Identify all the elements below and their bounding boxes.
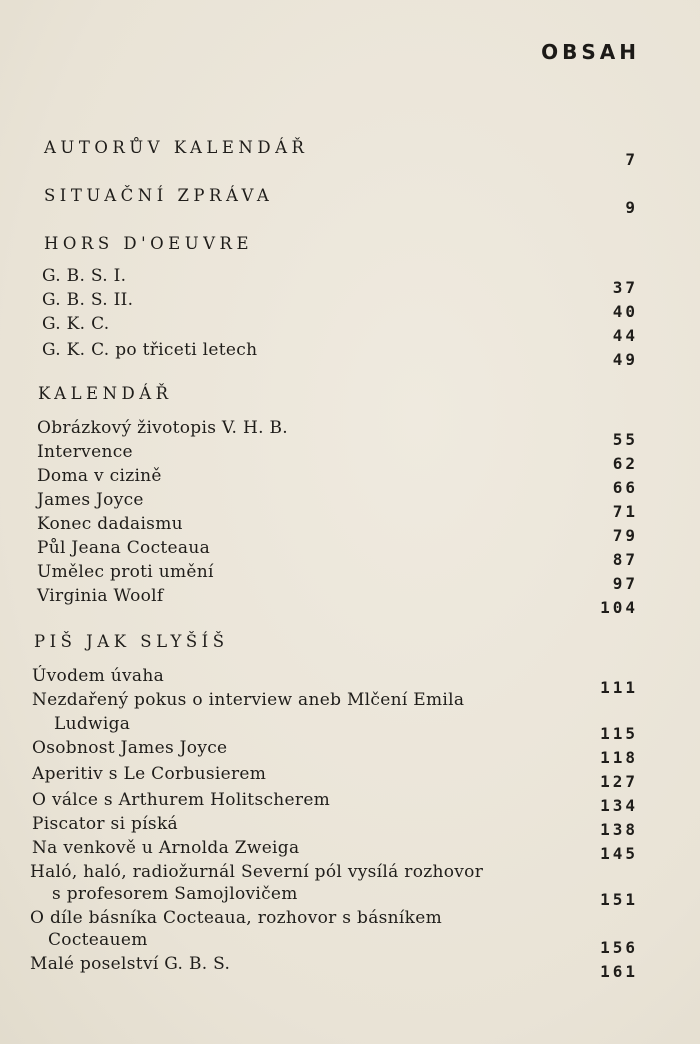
- toc-entry-title: G. B. S. I.: [42, 266, 127, 286]
- toc-entry-title: G. K. C. po třiceti letech: [42, 340, 258, 360]
- toc-entry-title: G. B. S. II.: [42, 290, 134, 310]
- toc-page-number: 9: [625, 198, 638, 217]
- toc-entry-title: Půl Jeana Cocteaua: [37, 538, 211, 558]
- toc-page-number: 134: [600, 796, 638, 815]
- toc-page-number: 55: [612, 430, 638, 449]
- toc-page-number: 7: [625, 150, 638, 169]
- toc-page-number: 49: [612, 350, 638, 369]
- toc-entry-title: Piscator si píská: [32, 814, 178, 834]
- toc-page-number: 115: [600, 724, 638, 743]
- toc-entry-title-continuation: s profesorem Samojlovičem: [52, 884, 298, 904]
- toc-entry-title: Haló, haló, radiožurnál Severní pól vysílá rozhovor: [30, 862, 484, 882]
- toc-page-number: 87: [612, 550, 638, 569]
- toc-entry-title-continuation: Ludwiga: [54, 714, 131, 734]
- toc-entry-title: Malé poselství G. B. S.: [30, 954, 231, 974]
- toc-page-number: 151: [600, 890, 638, 909]
- toc-page-number: 62: [612, 454, 638, 473]
- toc-entry-title: O válce s Arthurem Holitscherem: [32, 790, 331, 810]
- toc-page-number: 37: [612, 278, 638, 297]
- toc-entry-title: Úvodem úvaha: [32, 666, 165, 686]
- toc-section-title: AUTORŮV KALENDÁŘ: [44, 138, 309, 157]
- toc-page-number: 40: [612, 302, 638, 321]
- toc-entry-title: Obrázkový životopis V. H. B.: [37, 418, 288, 438]
- toc-page-number: 66: [612, 478, 638, 497]
- toc-page-number: 161: [600, 962, 638, 981]
- toc-entry-title: Virginia Woolf: [37, 586, 164, 606]
- toc-page-number: 104: [600, 598, 638, 617]
- toc-entry-title: O díle básníka Cocteaua, rozhovor s básníkem: [30, 908, 443, 928]
- toc-page-number: 138: [600, 820, 638, 839]
- toc-section-title: PIŠ JAK SLYŠÍŠ: [34, 632, 229, 651]
- toc-entry-title: G. K. C.: [42, 314, 110, 334]
- toc-entry-title: Doma v cizině: [37, 466, 162, 486]
- toc-entry-title: Osobnost James Joyce: [32, 738, 228, 758]
- toc-entry-title: James Joyce: [37, 490, 144, 510]
- toc-entry-title: Nezdařený pokus o interview aneb Mlčení Emila: [32, 690, 465, 710]
- toc-section-title: KALENDÁŘ: [38, 384, 173, 403]
- toc-page-number: 111: [600, 678, 638, 697]
- toc-entry-title: Aperitiv s Le Corbusierem: [32, 764, 267, 784]
- toc-entry-title-continuation: Cocteauem: [48, 930, 148, 950]
- toc-page-number: 127: [600, 772, 638, 791]
- page-title: OBSAH: [541, 40, 640, 64]
- toc-page-number: 145: [600, 844, 638, 863]
- toc-entry-title: Na venkově u Arnolda Zweiga: [32, 838, 300, 858]
- toc-page-number: 118: [600, 748, 638, 767]
- toc-page-number: 97: [612, 574, 638, 593]
- toc-section-title: SITUAČNÍ ZPRÁVA: [44, 186, 274, 205]
- toc-page-number: 79: [612, 526, 638, 545]
- toc-page-number: 156: [600, 938, 638, 957]
- toc-entry-title: Konec dadaismu: [37, 514, 183, 534]
- toc-page-number: 71: [612, 502, 638, 521]
- toc-entry-title: Intervence: [37, 442, 133, 462]
- toc-page-number: 44: [612, 326, 638, 345]
- toc-entry-title: Umělec proti umění: [37, 562, 214, 582]
- toc-section-title: HORS D'OEUVRE: [44, 234, 254, 253]
